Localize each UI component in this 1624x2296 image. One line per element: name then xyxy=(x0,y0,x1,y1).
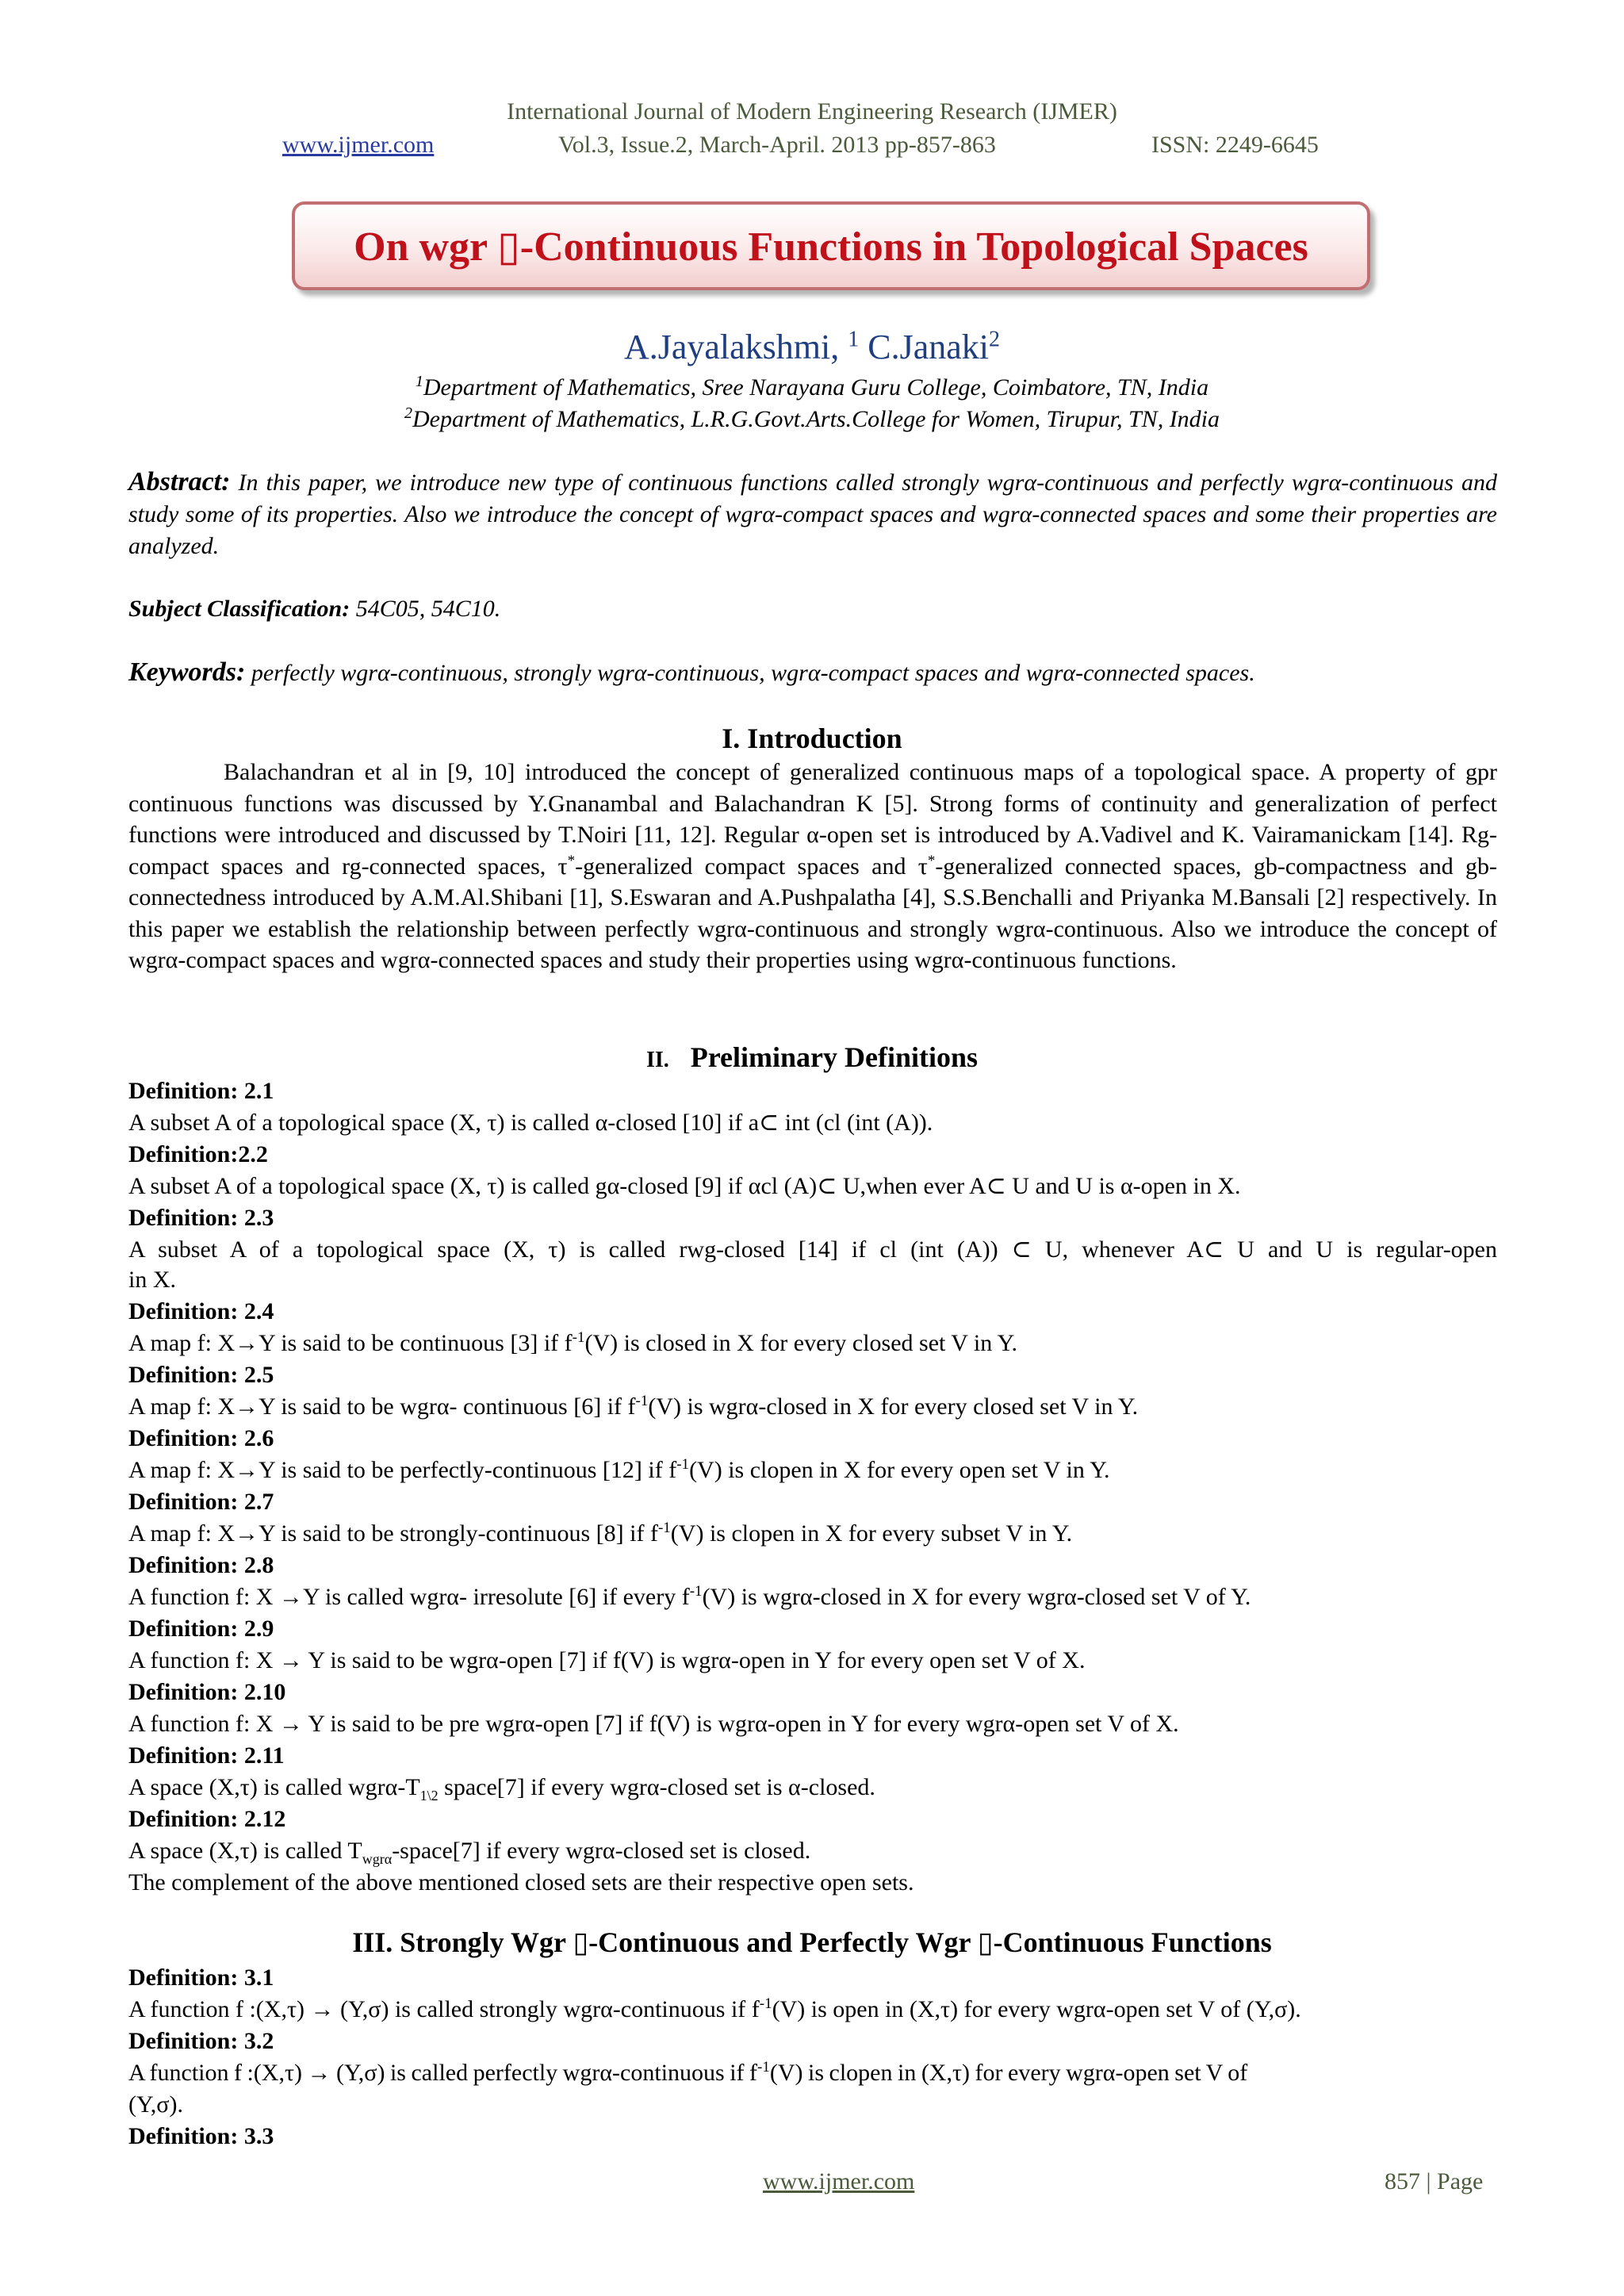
definition-text: A subset A of a topological space (X, τ) is called gα-closed [9] if αcl (A)⊂ U,when ever A⊂ U and U is α-open in X. xyxy=(128,1173,1241,1199)
intro-text-2: -generalized compact spaces and τ xyxy=(575,853,928,880)
definition-text: A function f: X → Y is said to be pre wgrα-open [7] if f(V) is wgrα-open in Y for every wgrα-open set V of X. xyxy=(128,1711,1179,1737)
abstract xyxy=(128,466,1497,562)
definition-text-post: (V) is clopen in (X,τ) for every wgrα-open set V of xyxy=(769,2060,1248,2086)
definition-label: Definition: 2.7 xyxy=(128,1489,274,1515)
definition-text: A function f: X → Y is said to be wgrα-open [7] if f(V) is wgrα-open in Y for every open set V of X. xyxy=(128,1647,1086,1673)
affiliation-1-sup: 1 xyxy=(415,373,423,390)
t-subscript: wgrα xyxy=(362,1851,393,1867)
footer-website-link[interactable]: www.ijmer.com xyxy=(763,2168,915,2194)
definition-label: Definition: 2.3 xyxy=(128,1205,274,1231)
definition-label: Definition: 2.10 xyxy=(128,1679,286,1705)
intro-sup-1: * xyxy=(567,852,576,869)
author-1: A.Jayalakshmi, xyxy=(623,328,840,366)
definition-label: Definition:2.2 xyxy=(128,1141,268,1167)
definition-text xyxy=(128,1518,1497,1550)
affiliation-2 xyxy=(0,404,1624,433)
header-volume: Vol.3, Issue.2, March-April. 2013 pp-857-863 xyxy=(558,132,996,158)
intro-heading: I. Introduction xyxy=(722,723,902,754)
definition-label: Definition: 2.8 xyxy=(128,1552,274,1578)
definition-label: Definition: 2.6 xyxy=(128,1425,274,1451)
definition-text-post: (V) is closed in X for every closed set V in Y. xyxy=(584,1330,1017,1356)
author-1-sup: 1 xyxy=(848,327,860,352)
section3-heading: III. Strongly Wgr ▯-Continuous and Perfectly Wgr ▯-Continuous Functions xyxy=(352,1926,1272,1958)
prelim-title: Preliminary Definitions xyxy=(690,1041,979,1073)
keywords-text: perfectly wgrα-continuous, strongly wgrα-continuous, wgrα-compact spaces and wgrα-connected spaces. xyxy=(251,660,1255,686)
definition-text-post: (V) is clopen in X for every subset V in Y. xyxy=(670,1520,1073,1547)
definition-label: Definition: 2.9 xyxy=(128,1616,274,1642)
authors xyxy=(0,327,1624,367)
subject-classification xyxy=(128,593,1497,625)
definition-text xyxy=(128,1328,1497,1359)
definition-text xyxy=(128,1455,1497,1486)
abstract-text: In this paper, we introduce new type of continuous functions called strongly wgrα-continuous and perfectly wgrα-continuous and study some of its properties. Also we introduce the concept of wgrα-compact spaces and wgrα-connected spaces and some their properties are analyzed. xyxy=(128,470,1497,559)
prelim-closing-text: The complement of the above mentioned closed sets are their respective open sets. xyxy=(128,1869,914,1895)
definition-label: Definition: 2.5 xyxy=(128,1362,274,1388)
header-issn: ISSN: 2249-6645 xyxy=(1151,132,1319,158)
prelim-heading xyxy=(0,1041,1624,1074)
definition-label: Definition: 3.3 xyxy=(128,2123,274,2149)
keywords xyxy=(128,657,1497,689)
definition-text-pre: A map f: X→Y is said to be perfectly-continuous [12] if f xyxy=(128,1457,677,1483)
definition-text-post: space[7] if every wgrα-closed set is α-closed. xyxy=(438,1774,875,1800)
inverse-sup: -1 xyxy=(759,1995,772,2012)
affiliation-2-text: Department of Mathematics, L.R.G.Govt.Arts.College for Women, Tirupur, TN, India xyxy=(412,406,1220,432)
author-2-sup: 2 xyxy=(989,327,1001,352)
definition-text-post: (V) is open in (X,τ) for every wgrα-open set V of (Y,σ). xyxy=(772,1996,1301,2022)
definition-text-post: (V) is clopen in X for every open set V in Y. xyxy=(689,1457,1110,1483)
definition-text-pre: A space (X,τ) is called T xyxy=(128,1838,362,1864)
definition-text xyxy=(128,1994,1497,2026)
intro-paragraph xyxy=(128,757,1497,976)
inverse-sup: -1 xyxy=(572,1329,585,1346)
definition-label: Definition: 2.1 xyxy=(128,1078,274,1104)
definition-text-pre: A function f :(X,τ) → (Y,σ) is called perfectly wgrα-continuous if f xyxy=(128,2060,758,2086)
t-subscript: 1\2 xyxy=(419,1788,439,1803)
definition-label: Definition: 2.12 xyxy=(128,1806,286,1832)
definition-text xyxy=(128,1581,1497,1613)
subject-text: 54C05, 54C10. xyxy=(355,596,501,622)
journal-name: International Journal of Modern Engineering Research (IJMER) xyxy=(507,98,1117,125)
page-number: 857 | Page xyxy=(1385,2168,1484,2194)
inverse-sup: -1 xyxy=(689,1583,703,1600)
definition-label: Definition: 2.4 xyxy=(128,1298,274,1324)
definition-text: A subset A of a topological space (X, τ) is called rwg-closed [14] if cl (int (A)) ⊂ U, whenever A⊂ U and U is regular-open xyxy=(128,1236,1497,1263)
definition-text-pre: A map f: X→Y is said to be wgrα- continuous [6] if f xyxy=(128,1393,636,1420)
definition-text-pre: A space (X,τ) is called wgrα-T xyxy=(128,1774,420,1800)
definition-text: A subset A of a topological space (X, τ) is called α-closed [10] if a⊂ int (cl (int (A)). xyxy=(128,1110,933,1136)
definition-text-continued: in X. xyxy=(128,1267,176,1293)
definition-label: Definition: 3.2 xyxy=(128,2028,274,2054)
inverse-sup: -1 xyxy=(635,1393,649,1409)
definition-text xyxy=(128,1835,1497,1867)
definition-text-pre: A map f: X→Y is said to be strongly-continuous [8] if f xyxy=(128,1520,658,1547)
definition-text-post: -space[7] if every wgrα-closed set is closed. xyxy=(392,1838,811,1864)
paper-title: On wgr ▯-Continuous Functions in Topological Spaces xyxy=(354,224,1308,270)
title-box xyxy=(292,201,1370,290)
definition-text-post: (V) is wgrα-closed in X for every closed set V in Y. xyxy=(648,1393,1139,1420)
definition-text-pre: A function f: X →Y is called wgrα- irresolute [6] if every f xyxy=(128,1584,690,1610)
definition-text-pre: A function f :(X,τ) → (Y,σ) is called strongly wgrα-continuous if f xyxy=(128,1996,760,2022)
intro-text-1: Balachandran et al in [9, 10] introduced the concept of generalized continuous maps of a topological space. A property of gpr continuous functions was discussed by Y.Gnanambal and Balachandran K [5]. Strong forms of continuity and generalization of perfect functions were introduced and discussed by T.Noiri [11, 12]. Regular α-open set is introduced by A.Vadivel and K. Vairamanickam [14]. Rg-compact spaces and rg-connected spaces, τ xyxy=(128,759,1497,880)
prelim-number: II. xyxy=(645,1048,669,1072)
definition-label: Definition: 3.1 xyxy=(128,1964,274,1991)
inverse-sup: -1 xyxy=(657,1520,671,1536)
author-2: C.Janaki xyxy=(868,328,990,366)
inverse-sup: -1 xyxy=(676,1456,690,1473)
inverse-sup: -1 xyxy=(757,2059,770,2076)
affiliation-2-sup: 2 xyxy=(404,404,412,422)
definition-text-post: (V) is wgrα-closed in X for every wgrα-closed set V of Y. xyxy=(702,1584,1251,1610)
definition-text xyxy=(128,2057,1497,2089)
abstract-label: Abstract: xyxy=(128,467,231,496)
header-website-link[interactable]: www.ijmer.com xyxy=(282,132,435,158)
affiliation-1-text: Department of Mathematics, Sree Narayana Guru College, Coimbatore, TN, India xyxy=(423,374,1209,401)
definition-label: Definition: 2.11 xyxy=(128,1742,285,1769)
intro-text-3: -generalized connected spaces, gb-compactness and gb-connectedness introduced by A.M.Al.Shibani [1], S.Eswaran and A.Pushpalatha [4], S.S.Benchalli and Priyanka M.Bansali [2] respectively. In this paper we establish the relationship between perfectly wgrα-continuous and strongly wgrα-continuous. Also we introduce the concept of wgrα-compact spaces and wgrα-connected spaces and study their properties using wgrα-continuous functions. xyxy=(128,853,1497,973)
definition-text xyxy=(128,1772,1497,1803)
keywords-label: Keywords: xyxy=(128,657,246,687)
definition-text-pre: A map f: X→Y is said to be continuous [3] if f xyxy=(128,1330,573,1356)
definition-text xyxy=(128,1391,1497,1423)
definition-text-continued: (Y,σ). xyxy=(128,2091,183,2118)
affiliation-1 xyxy=(0,373,1624,401)
subject-label: Subject Classification: xyxy=(128,596,350,622)
intro-sup-2: * xyxy=(927,852,936,869)
